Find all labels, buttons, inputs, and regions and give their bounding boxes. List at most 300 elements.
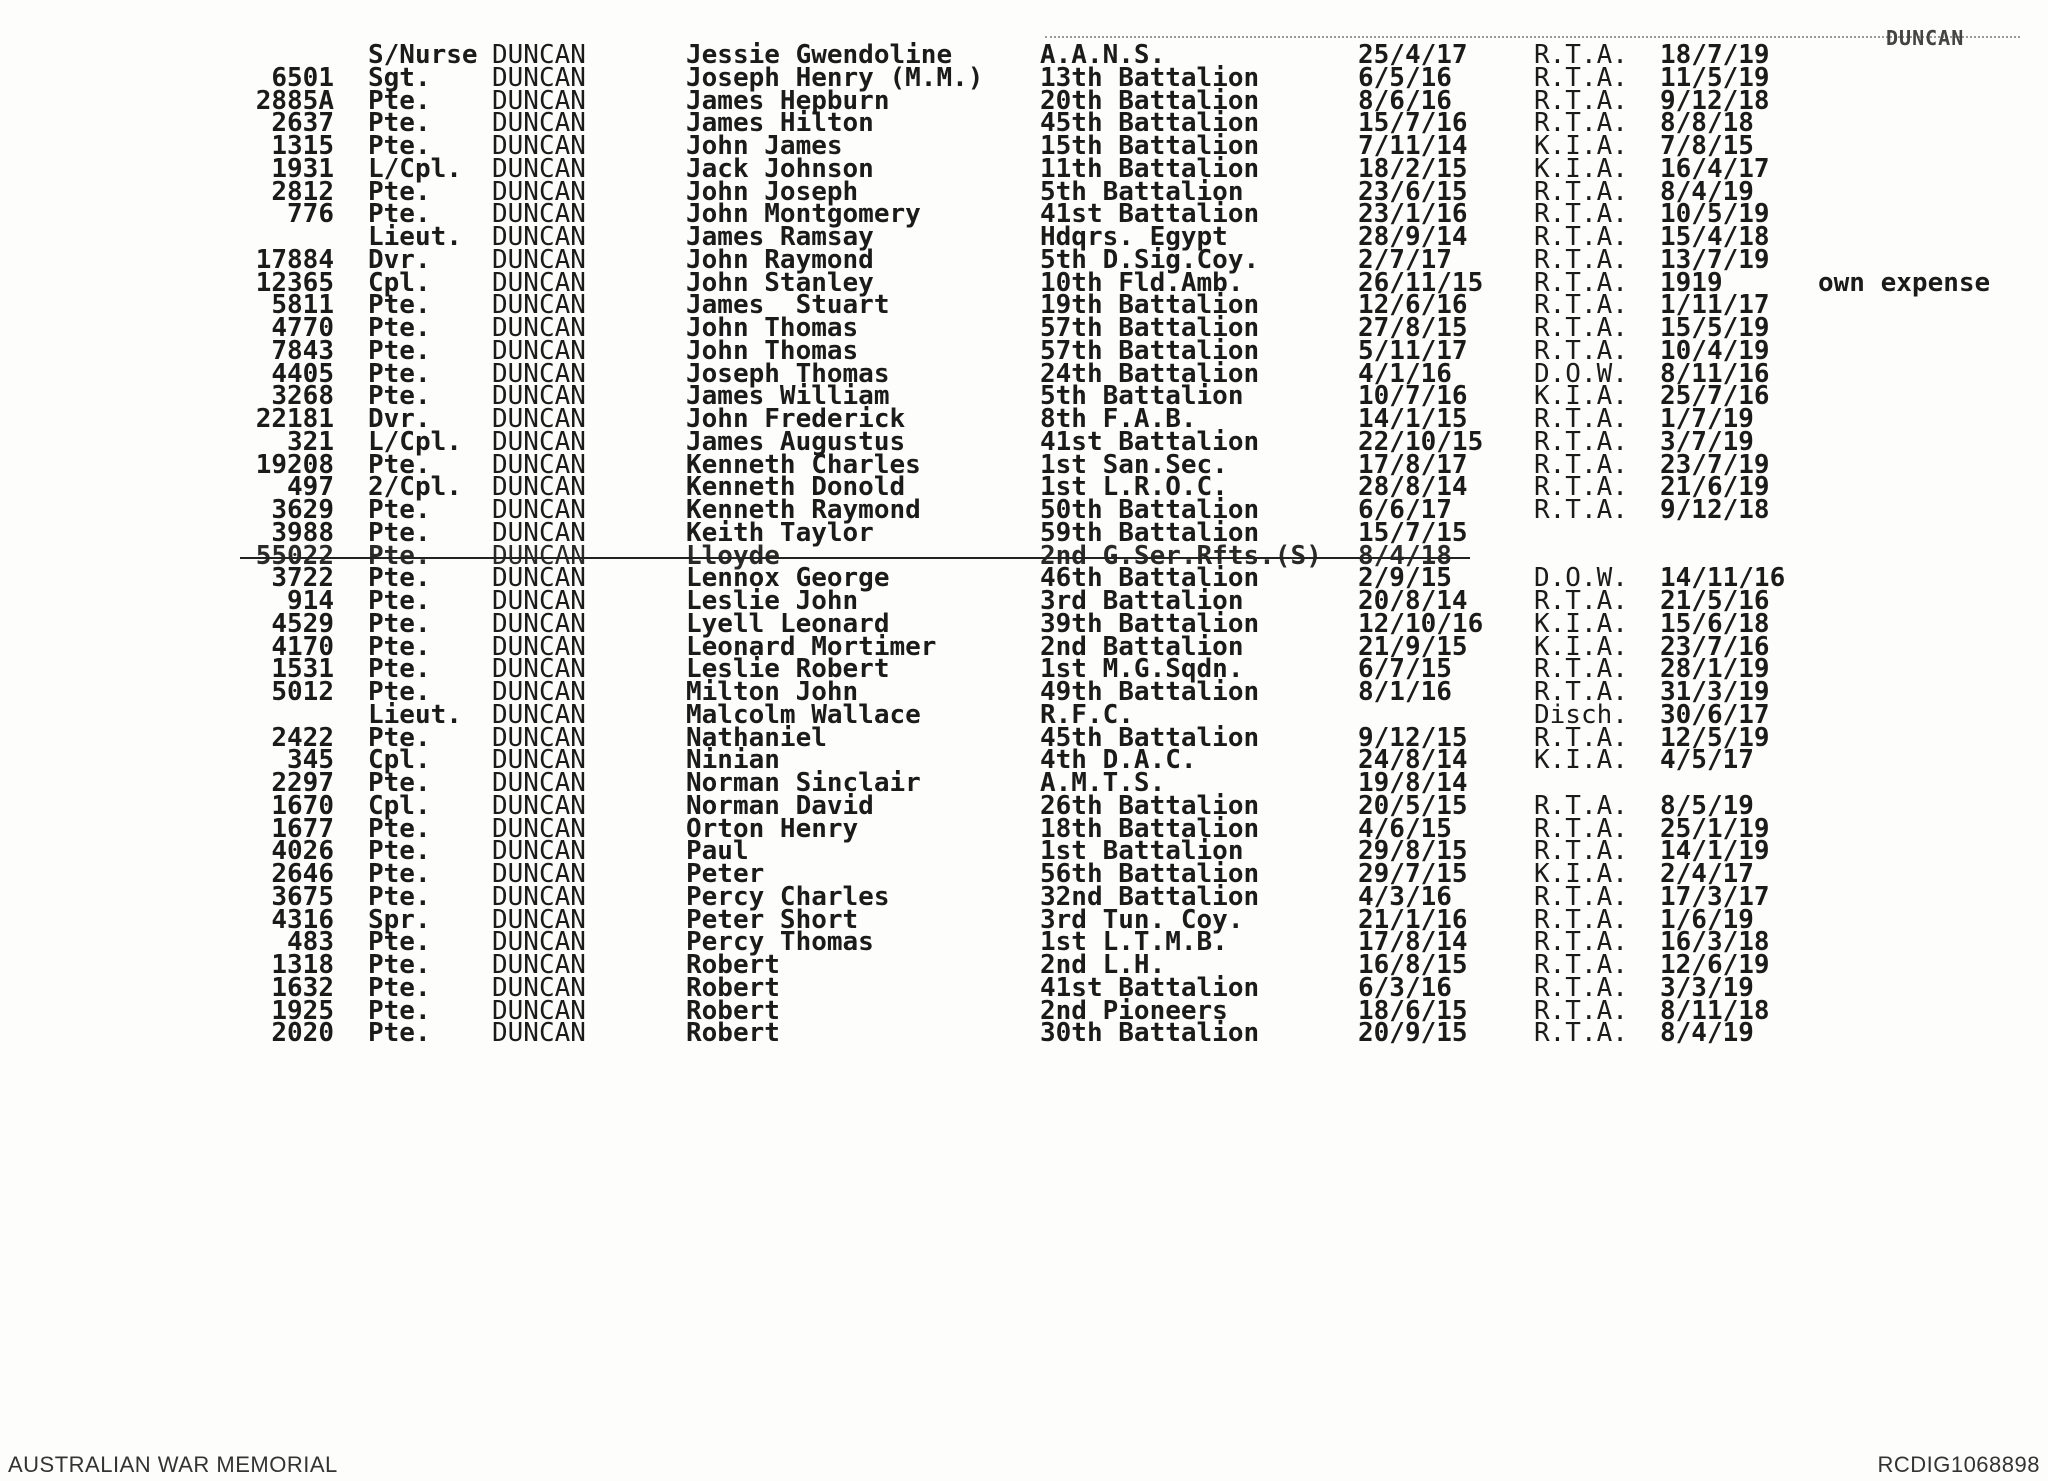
service-number: 2422 bbox=[271, 722, 334, 753]
unit: Hdqrs. Egypt bbox=[1040, 222, 1228, 252]
enlistment-date: 4/6/15 bbox=[1358, 813, 1452, 844]
fate-date: 23/7/16 bbox=[1660, 631, 1770, 662]
given-names: Orton Henry bbox=[686, 813, 859, 844]
surname: DUNCAN bbox=[492, 563, 586, 594]
rank: Dvr. bbox=[368, 404, 431, 434]
fate: R.T.A. bbox=[1534, 199, 1628, 230]
surname: DUNCAN bbox=[492, 836, 586, 867]
enlistment-date: 8/6/16 bbox=[1358, 85, 1452, 116]
unit: 15th Battalion bbox=[1040, 131, 1260, 161]
given-names: Keith Taylor bbox=[686, 517, 874, 548]
service-number: 4170 bbox=[271, 631, 334, 662]
given-names: Kenneth Donold bbox=[686, 472, 906, 503]
unit: 3rd Tun. Coy. bbox=[1040, 904, 1244, 935]
service-number: 4405 bbox=[271, 358, 334, 389]
surname: DUNCAN bbox=[492, 540, 586, 571]
service-number: 1531 bbox=[271, 654, 334, 685]
rank: Pte. bbox=[368, 381, 431, 412]
fate: R.T.A. bbox=[1534, 108, 1628, 139]
service-number: 1670 bbox=[271, 790, 334, 821]
given-names: Peter bbox=[686, 859, 765, 889]
enlistment-date: 2/9/15 bbox=[1358, 563, 1452, 594]
enlistment-date: 21/1/16 bbox=[1358, 904, 1468, 935]
fate: R.T.A. bbox=[1534, 677, 1628, 707]
surname: DUNCAN bbox=[492, 85, 586, 116]
service-number: 4316 bbox=[271, 904, 334, 935]
enlistment-date: 22/10/15 bbox=[1358, 426, 1484, 457]
surname: DUNCAN bbox=[492, 950, 586, 980]
given-names: Lyell Leonard bbox=[686, 608, 890, 639]
rank: Pte. bbox=[368, 881, 431, 912]
fate: D.O.W. bbox=[1534, 563, 1628, 594]
fate: R.T.A. bbox=[1534, 836, 1628, 867]
given-names: Percy Charles bbox=[686, 881, 890, 912]
fate: Disch. bbox=[1534, 699, 1628, 730]
surname: DUNCAN bbox=[492, 995, 586, 1026]
unit: 1st L.T.M.B. bbox=[1040, 927, 1228, 958]
fate-date: 9/12/18 bbox=[1660, 85, 1770, 116]
surname: DUNCAN bbox=[492, 426, 586, 457]
surname: DUNCAN bbox=[492, 586, 586, 616]
unit: A.A.N.S. bbox=[1040, 40, 1166, 70]
given-names: Kenneth Raymond bbox=[686, 495, 921, 525]
fate-date: 8/11/18 bbox=[1660, 995, 1770, 1026]
fate: R.T.A. bbox=[1534, 426, 1628, 457]
fate-date: 10/5/19 bbox=[1660, 199, 1770, 230]
service-number: 3268 bbox=[271, 381, 334, 412]
rank: Pte. bbox=[368, 335, 431, 366]
service-number: 3988 bbox=[271, 517, 334, 548]
fate-date: 3/7/19 bbox=[1660, 426, 1754, 457]
fate: R.T.A. bbox=[1534, 495, 1628, 525]
corner-label: DUNCAN bbox=[1886, 26, 1965, 50]
fate-date: 14/1/19 bbox=[1660, 836, 1770, 867]
enlistment-date: 26/11/15 bbox=[1358, 267, 1484, 298]
unit: 50th Battalion bbox=[1040, 495, 1260, 525]
enlistment-date: 14/1/15 bbox=[1358, 404, 1468, 434]
fate: R.T.A. bbox=[1534, 449, 1628, 480]
surname: DUNCAN bbox=[492, 153, 586, 184]
given-names: Milton John bbox=[686, 677, 859, 707]
fate-date: 15/6/18 bbox=[1660, 608, 1770, 639]
given-names: Robert bbox=[686, 1018, 780, 1049]
unit: 2nd Battalion bbox=[1040, 631, 1244, 662]
rank: Pte. bbox=[368, 85, 431, 116]
surname: DUNCAN bbox=[492, 290, 586, 321]
enlistment-date: 8/4/18 bbox=[1358, 540, 1452, 571]
service-number: 2812 bbox=[271, 176, 334, 207]
service-number: 19208 bbox=[255, 449, 334, 480]
enlistment-date: 5/11/17 bbox=[1358, 335, 1468, 366]
rank: Lieut. bbox=[368, 222, 462, 252]
fate: K.I.A. bbox=[1534, 131, 1628, 161]
given-names: Leonard Mortimer bbox=[686, 631, 937, 662]
surname: DUNCAN bbox=[492, 176, 586, 207]
given-names: Nathaniel bbox=[686, 722, 827, 753]
unit: 45th Battalion bbox=[1040, 108, 1260, 139]
unit: R.F.C. bbox=[1040, 699, 1134, 730]
fate: R.T.A. bbox=[1534, 950, 1628, 980]
unit: 41st Battalion bbox=[1040, 426, 1260, 457]
surname: DUNCAN bbox=[492, 813, 586, 844]
unit: 39th Battalion bbox=[1040, 608, 1260, 639]
fate-date: 9/12/18 bbox=[1660, 495, 1770, 525]
unit: 57th Battalion bbox=[1040, 313, 1260, 343]
given-names: Jack Johnson bbox=[686, 153, 874, 184]
fate-date: 25/1/19 bbox=[1660, 813, 1770, 844]
fate: R.T.A. bbox=[1534, 404, 1628, 434]
enlistment-date: 15/7/15 bbox=[1358, 517, 1468, 548]
footer-source: AUSTRALIAN WAR MEMORIAL bbox=[8, 1452, 338, 1477]
rank: Cpl. bbox=[368, 745, 431, 776]
fate: R.T.A. bbox=[1534, 62, 1628, 93]
enlistment-date: 29/8/15 bbox=[1358, 836, 1468, 867]
enlistment-date: 8/1/16 bbox=[1358, 677, 1452, 707]
fate: R.T.A. bbox=[1534, 222, 1628, 252]
fate: R.T.A. bbox=[1534, 40, 1628, 70]
surname: DUNCAN bbox=[492, 381, 586, 412]
enlistment-date: 12/6/16 bbox=[1358, 290, 1468, 321]
unit: 1st M.G.Sqdn. bbox=[1040, 654, 1244, 685]
given-names: Robert bbox=[686, 995, 780, 1026]
service-number: 1315 bbox=[271, 131, 334, 161]
service-number: 55022 bbox=[255, 540, 334, 571]
enlistment-date: 28/9/14 bbox=[1358, 222, 1468, 252]
surname: DUNCAN bbox=[492, 745, 586, 776]
enlistment-date: 17/8/14 bbox=[1358, 927, 1468, 958]
fate-date: 3/3/19 bbox=[1660, 972, 1754, 1003]
fate-date: 16/4/17 bbox=[1660, 153, 1770, 184]
surname: DUNCAN bbox=[492, 108, 586, 139]
service-number: 1925 bbox=[271, 995, 334, 1026]
surname: DUNCAN bbox=[492, 972, 586, 1003]
unit: 24th Battalion bbox=[1040, 358, 1260, 389]
enlistment-date: 4/3/16 bbox=[1358, 881, 1452, 912]
unit: 8th F.A.B. bbox=[1040, 404, 1197, 434]
fate-date: 1/6/19 bbox=[1660, 904, 1754, 935]
rank: L/Cpl. bbox=[368, 426, 462, 457]
rank: Pte. bbox=[368, 995, 431, 1026]
rank: Pte. bbox=[368, 517, 431, 548]
rank: Pte. bbox=[368, 608, 431, 639]
surname: DUNCAN bbox=[492, 904, 586, 935]
service-number: 5012 bbox=[271, 677, 334, 707]
service-number: 3675 bbox=[271, 881, 334, 912]
rank: Pte. bbox=[368, 927, 431, 958]
fate-date: 23/7/19 bbox=[1660, 449, 1770, 480]
unit: A.M.T.S. bbox=[1040, 768, 1166, 798]
enlistment-date: 18/6/15 bbox=[1358, 995, 1468, 1026]
fate: R.T.A. bbox=[1534, 927, 1628, 958]
rank: Pte. bbox=[368, 290, 431, 321]
fate: R.T.A. bbox=[1534, 881, 1628, 912]
service-number: 4770 bbox=[271, 313, 334, 343]
enlistment-date: 24/8/14 bbox=[1358, 745, 1468, 776]
given-names: John Thomas bbox=[686, 335, 859, 366]
fate-date: 7/8/15 bbox=[1660, 131, 1754, 161]
given-names: John Stanley bbox=[686, 267, 874, 298]
given-names: Norman Sinclair bbox=[686, 768, 921, 798]
surname: DUNCAN bbox=[492, 677, 586, 707]
unit: 1st Battalion bbox=[1040, 836, 1244, 867]
unit: 5th Battalion bbox=[1040, 381, 1244, 412]
enlistment-date: 21/9/15 bbox=[1358, 631, 1468, 662]
fate: R.T.A. bbox=[1534, 1018, 1628, 1049]
given-names: Joseph Thomas bbox=[686, 358, 890, 389]
service-number: 2020 bbox=[271, 1018, 334, 1049]
enlistment-date: 23/1/16 bbox=[1358, 199, 1468, 230]
surname: DUNCAN bbox=[492, 222, 586, 252]
fate-date: 1919 bbox=[1660, 267, 1723, 298]
footer-record-id: RCDIG1068898 bbox=[1877, 1452, 2040, 1477]
rank: Pte. bbox=[368, 654, 431, 685]
surname: DUNCAN bbox=[492, 859, 586, 889]
fate: R.T.A. bbox=[1534, 904, 1628, 935]
unit: 56th Battalion bbox=[1040, 859, 1260, 889]
surname: DUNCAN bbox=[492, 790, 586, 821]
unit: 13th Battalion bbox=[1040, 62, 1260, 93]
surname: DUNCAN bbox=[492, 244, 586, 275]
given-names: Lloyde bbox=[686, 540, 780, 571]
service-number: 1632 bbox=[271, 972, 334, 1003]
unit: 2nd G.Ser.Rfts.(S) bbox=[1040, 540, 1322, 571]
surname: DUNCAN bbox=[492, 313, 586, 343]
rank: 2/Cpl. bbox=[368, 472, 462, 503]
surname: DUNCAN bbox=[492, 199, 586, 230]
fate-date: 17/3/17 bbox=[1660, 881, 1770, 912]
rank: Pte. bbox=[368, 108, 431, 139]
enlistment-date: 20/8/14 bbox=[1358, 586, 1468, 616]
surname: DUNCAN bbox=[492, 404, 586, 434]
enlistment-date: 7/11/14 bbox=[1358, 131, 1468, 161]
rank: S/Nurse bbox=[368, 40, 478, 70]
fate-date: 18/7/19 bbox=[1660, 40, 1770, 70]
surname: DUNCAN bbox=[492, 131, 586, 161]
unit: 59th Battalion bbox=[1040, 517, 1260, 548]
unit: 2nd Pioneers bbox=[1040, 995, 1228, 1026]
enlistment-date: 23/6/15 bbox=[1358, 176, 1468, 207]
fate: R.T.A. bbox=[1534, 290, 1628, 321]
surname: DUNCAN bbox=[492, 608, 586, 639]
fate-date: 12/6/19 bbox=[1660, 950, 1770, 980]
surname: DUNCAN bbox=[492, 358, 586, 389]
fate-date: 12/5/19 bbox=[1660, 722, 1770, 753]
service-number: 7843 bbox=[271, 335, 334, 366]
surname: DUNCAN bbox=[492, 699, 586, 730]
service-number: 776 bbox=[287, 199, 334, 230]
fate-date: 1/7/19 bbox=[1660, 404, 1754, 434]
fate-date: 8/4/19 bbox=[1660, 176, 1754, 207]
surname: DUNCAN bbox=[492, 1018, 586, 1049]
given-names: Kenneth Charles bbox=[686, 449, 921, 480]
service-number: 2637 bbox=[271, 108, 334, 139]
enlistment-date: 17/8/17 bbox=[1358, 449, 1468, 480]
rank: Pte. bbox=[368, 677, 431, 707]
given-names: Ninian bbox=[686, 745, 780, 776]
service-number: 12365 bbox=[255, 267, 334, 298]
rank: Pte. bbox=[368, 199, 431, 230]
rank: Sgt. bbox=[368, 62, 431, 93]
service-number: 345 bbox=[287, 745, 334, 776]
service-number: 2885A bbox=[255, 85, 334, 116]
rank: Lieut. bbox=[368, 699, 462, 730]
given-names: Leslie John bbox=[686, 586, 859, 616]
fate-date: 30/6/17 bbox=[1660, 699, 1770, 730]
rank: Pte. bbox=[368, 495, 431, 525]
fate: R.T.A. bbox=[1534, 267, 1628, 298]
unit: 41st Battalion bbox=[1040, 199, 1260, 230]
fate: R.T.A. bbox=[1534, 176, 1628, 207]
fate-date: 15/5/19 bbox=[1660, 313, 1770, 343]
given-names: Robert bbox=[686, 950, 780, 980]
fate-date: 2/4/17 bbox=[1660, 859, 1754, 889]
rank: Pte. bbox=[368, 176, 431, 207]
enlistment-date: 25/4/17 bbox=[1358, 40, 1468, 70]
fate-date: 8/5/19 bbox=[1660, 790, 1754, 821]
service-number: 1931 bbox=[271, 153, 334, 184]
given-names: John Montgomery bbox=[686, 199, 921, 230]
enlistment-date: 20/5/15 bbox=[1358, 790, 1468, 821]
service-number: 3722 bbox=[271, 563, 334, 594]
service-number: 483 bbox=[287, 927, 334, 958]
surname: DUNCAN bbox=[492, 267, 586, 298]
service-number: 2297 bbox=[271, 768, 334, 798]
rank: Pte. bbox=[368, 540, 431, 571]
unit: 10th Fld.Amb. bbox=[1040, 267, 1244, 298]
rank: Pte. bbox=[368, 768, 431, 798]
given-names: Percy Thomas bbox=[686, 927, 874, 958]
service-number: 1677 bbox=[271, 813, 334, 844]
unit: 3rd Battalion bbox=[1040, 586, 1244, 616]
unit: 45th Battalion bbox=[1040, 722, 1260, 753]
given-names: James Hepburn bbox=[686, 85, 890, 116]
fate-date: 13/7/19 bbox=[1660, 244, 1770, 275]
fate: R.T.A. bbox=[1534, 85, 1628, 116]
unit: 46th Battalion bbox=[1040, 563, 1260, 594]
given-names: John James bbox=[686, 131, 843, 161]
rank: Pte. bbox=[368, 1018, 431, 1049]
enlistment-date: 18/2/15 bbox=[1358, 153, 1468, 184]
enlistment-date: 6/3/16 bbox=[1358, 972, 1452, 1003]
rank: Pte. bbox=[368, 358, 431, 389]
given-names: Peter Short bbox=[686, 904, 859, 935]
given-names: Paul bbox=[686, 836, 749, 867]
unit: 32nd Battalion bbox=[1040, 881, 1260, 912]
given-names: James Hilton bbox=[686, 108, 874, 139]
given-names: John Joseph bbox=[686, 176, 859, 207]
surname: DUNCAN bbox=[492, 449, 586, 480]
service-number: 914 bbox=[287, 586, 334, 616]
fate-date: 14/11/16 bbox=[1660, 563, 1786, 594]
surname: DUNCAN bbox=[492, 654, 586, 685]
rank: Spr. bbox=[368, 904, 431, 935]
rank: Pte. bbox=[368, 131, 431, 161]
enlistment-date: 4/1/16 bbox=[1358, 358, 1452, 389]
surname: DUNCAN bbox=[492, 768, 586, 798]
rank: L/Cpl. bbox=[368, 153, 462, 184]
unit: 49th Battalion bbox=[1040, 677, 1260, 707]
given-names: John Thomas bbox=[686, 313, 859, 343]
unit: 11th Battalion bbox=[1040, 153, 1260, 184]
enlistment-date: 6/5/16 bbox=[1358, 62, 1452, 93]
surname: DUNCAN bbox=[492, 881, 586, 912]
unit: 4th D.A.C. bbox=[1040, 745, 1197, 776]
given-names: Norman David bbox=[686, 790, 874, 821]
rank: Pte. bbox=[368, 586, 431, 616]
fate-date: 16/3/18 bbox=[1660, 927, 1770, 958]
fate: K.I.A. bbox=[1534, 745, 1628, 776]
given-names: Joseph Henry (M.M.) bbox=[686, 62, 984, 93]
surname: DUNCAN bbox=[492, 722, 586, 753]
service-number: 3629 bbox=[271, 495, 334, 525]
unit: 19th Battalion bbox=[1040, 290, 1260, 321]
rank: Pte. bbox=[368, 950, 431, 980]
given-names: Robert bbox=[686, 972, 780, 1003]
unit: 1st L.R.O.C. bbox=[1040, 472, 1228, 503]
enlistment-date: 27/8/15 bbox=[1358, 313, 1468, 343]
fate-date: 8/8/18 bbox=[1660, 108, 1754, 139]
surname: DUNCAN bbox=[492, 62, 586, 93]
fate: R.T.A. bbox=[1534, 722, 1628, 753]
fate-date: 25/7/16 bbox=[1660, 381, 1770, 412]
fate: D.O.W. bbox=[1534, 358, 1628, 389]
unit: 30th Battalion bbox=[1040, 1018, 1260, 1049]
header-rule bbox=[1045, 36, 2020, 38]
surname: DUNCAN bbox=[492, 517, 586, 548]
enlistment-date: 29/7/15 bbox=[1358, 859, 1468, 889]
fate-date: 31/3/19 bbox=[1660, 677, 1770, 707]
unit: 57th Battalion bbox=[1040, 335, 1260, 366]
service-number: 4026 bbox=[271, 836, 334, 867]
surname: DUNCAN bbox=[492, 927, 586, 958]
given-names: John Raymond bbox=[686, 244, 874, 275]
surname: DUNCAN bbox=[492, 495, 586, 525]
fate: K.I.A. bbox=[1534, 859, 1628, 889]
service-number: 321 bbox=[287, 426, 334, 457]
service-number: 17884 bbox=[255, 244, 334, 275]
unit: 26th Battalion bbox=[1040, 790, 1260, 821]
unit: 20th Battalion bbox=[1040, 85, 1260, 116]
fate-date: 11/5/19 bbox=[1660, 62, 1770, 93]
fate: K.I.A. bbox=[1534, 381, 1628, 412]
service-number: 2646 bbox=[271, 859, 334, 889]
fate-date: 15/4/18 bbox=[1660, 222, 1770, 252]
fate-date: 8/11/16 bbox=[1660, 358, 1770, 389]
rank: Pte. bbox=[368, 563, 431, 594]
given-names: James William bbox=[686, 381, 890, 412]
surname: DUNCAN bbox=[492, 40, 586, 70]
rank: Cpl. bbox=[368, 267, 431, 298]
unit: 5th D.Sig.Coy. bbox=[1040, 244, 1260, 275]
given-names: Malcolm Wallace bbox=[686, 699, 921, 730]
unit: 5th Battalion bbox=[1040, 176, 1244, 207]
fate: K.I.A. bbox=[1534, 153, 1628, 184]
given-names: James Stuart bbox=[686, 290, 890, 321]
given-names: Jessie Gwendoline bbox=[686, 40, 953, 70]
fate: R.T.A. bbox=[1534, 995, 1628, 1026]
rank: Pte. bbox=[368, 836, 431, 867]
enlistment-date: 6/6/17 bbox=[1358, 495, 1452, 525]
fate-date: 10/4/19 bbox=[1660, 335, 1770, 366]
fate: R.T.A. bbox=[1534, 244, 1628, 275]
enlistment-date: 2/7/17 bbox=[1358, 244, 1452, 275]
fate-date: 1/11/17 bbox=[1660, 290, 1770, 321]
rank: Pte. bbox=[368, 631, 431, 662]
fate: R.T.A. bbox=[1534, 472, 1628, 503]
given-names: James Augustus bbox=[686, 426, 906, 457]
fate: R.T.A. bbox=[1534, 335, 1628, 366]
given-names: John Frederick bbox=[686, 404, 906, 434]
